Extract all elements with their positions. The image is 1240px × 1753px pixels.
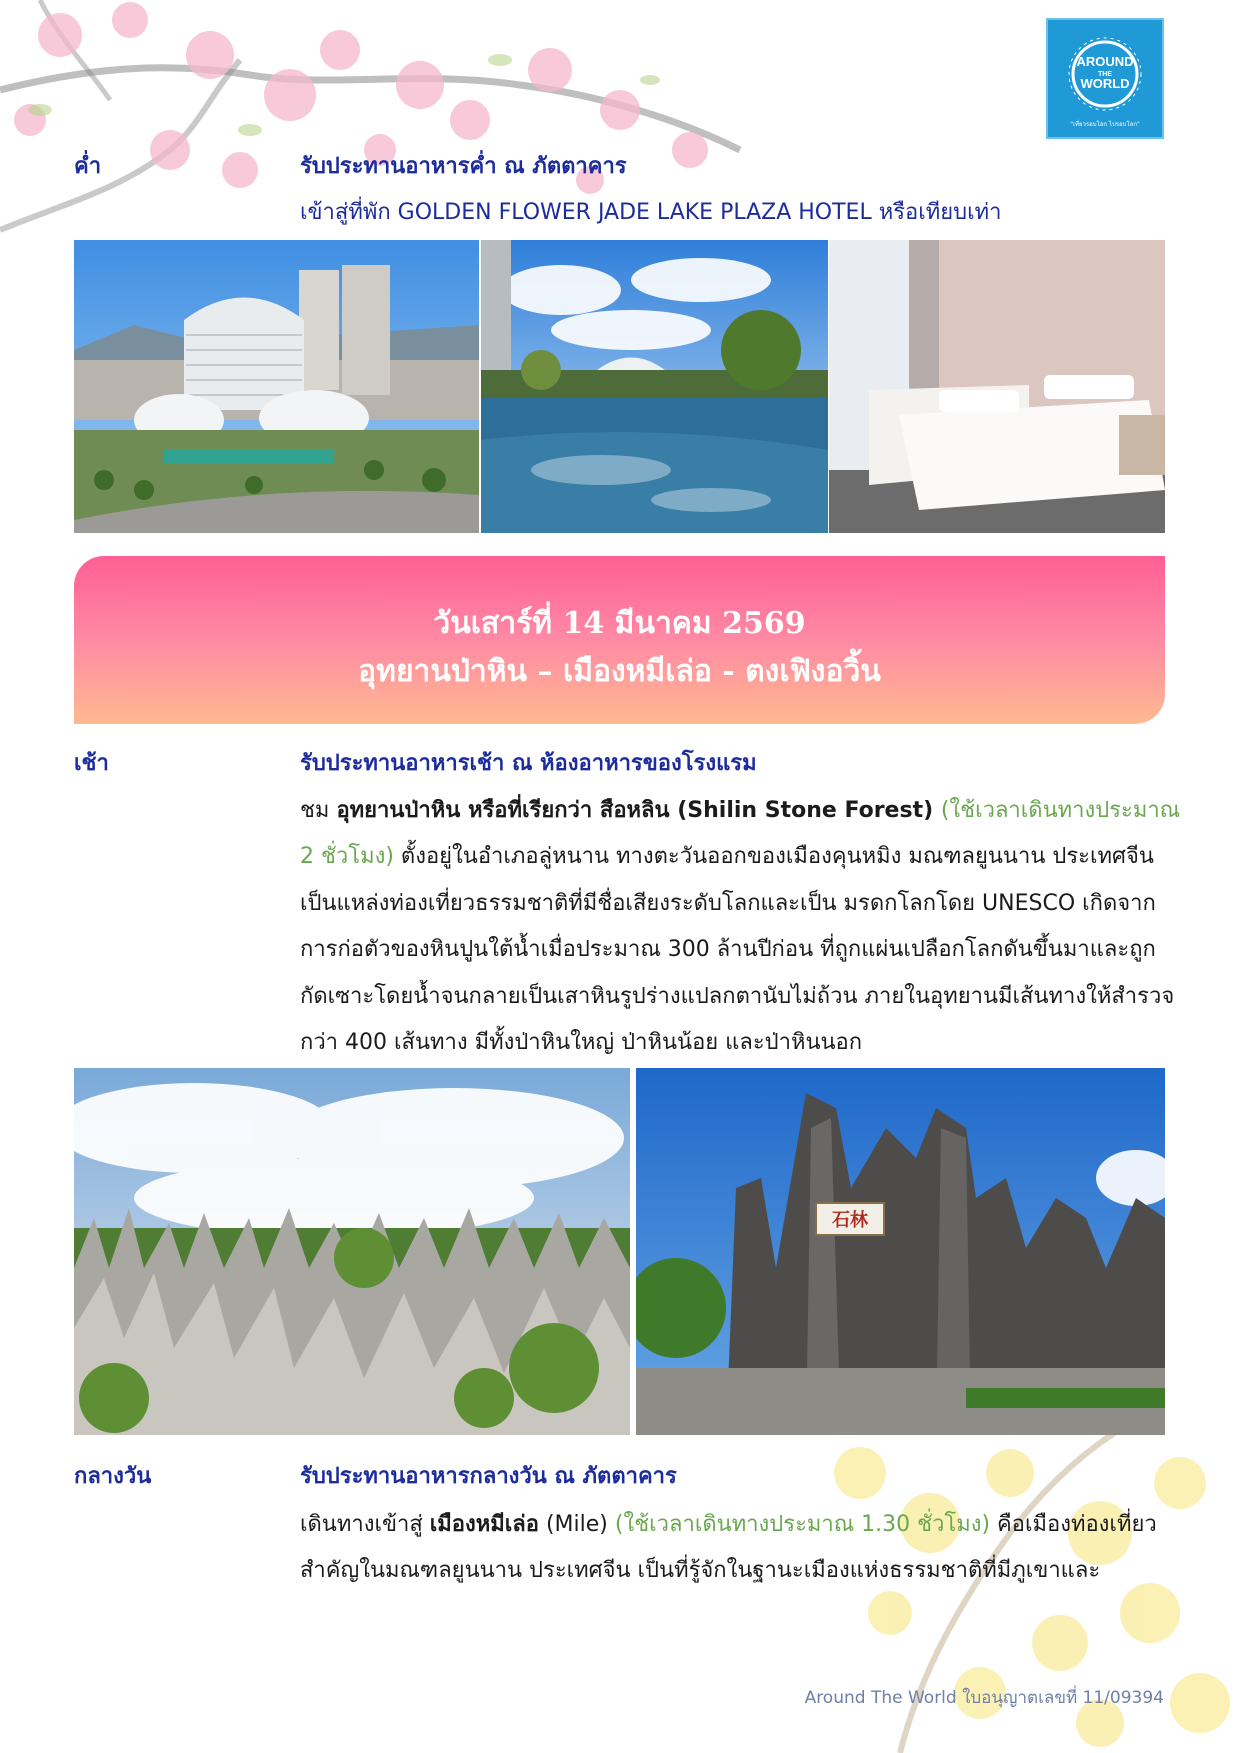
text-segment: ตั้งอยู่ในอำเภอลู่หนาน ทางตะวันออกของเมืองคุนหมิง มณฑลยูนนาน ประเทศจีน (393, 844, 1154, 869)
stone-forest-sign-text: 石林 (832, 1210, 868, 1231)
logo-line3: WORLD (1080, 76, 1130, 91)
mile-english-name: (Mile) (538, 1512, 615, 1537)
text-segment: คือเมืองท่องเที่ยว (990, 1512, 1157, 1537)
mile-city-name: เมืองหมีเล่อ (429, 1512, 539, 1537)
around-the-world-logo (1046, 18, 1164, 139)
dinner-meal: รับประทานอาหารค่ำ ณ ภัตตาคาร (300, 154, 627, 179)
hotel-checkin: เข้าสู่ที่พัก GOLDEN FLOWER JADE LAKE PLAZA HOTEL หรือเทียบเท่า (300, 200, 1002, 225)
mile-line-2: สำคัญในมณฑลยูนนาน ประเทศจีน เป็นที่รู้จักในฐานะเมืองแห่งธรรมชาติที่มีภูเขาและ (300, 1558, 1101, 1583)
lunch-label: กลางวัน (74, 1464, 152, 1489)
day-date: วันเสาร์ที่ 14 มีนาคม 2569 (433, 606, 806, 641)
travel-time-note: (ใช้เวลาเดินทางประมาณ (940, 798, 1181, 823)
logo-line1: AROUND (1076, 54, 1134, 69)
lunch-meal: รับประทานอาหารกลางวัน ณ ภัตตาคาร (300, 1464, 677, 1489)
logo-tagline: "เที่ยวรอบโลก ไปรอบโลก" (1070, 121, 1140, 128)
stone-forest-line-3: เป็นแหล่งท่องเที่ยวธรรมชาติที่มีชื่อเสียงระดับโลกและเป็น มรดกโลกโดย UNESCO เกิดจาก (300, 891, 1156, 916)
hotel-pool-photo (481, 240, 828, 533)
travel-time-note-end: 2 ชั่วโมง) (300, 844, 394, 869)
day-banner (74, 556, 1165, 724)
stone-forest-line-1 (300, 792, 1180, 827)
stone-forest-line-4: การก่อตัวของหินปูนใต้น้ำเมื่อประมาณ 300 ล้านปีก่อน ที่ถูกแผ่นเปลือกโลกดันขึ้นมาและถูก (300, 937, 1156, 962)
globe-icon (1048, 20, 1162, 137)
hotel-exterior-photo (74, 240, 479, 533)
stone-forest-entrance-photo (636, 1068, 1165, 1435)
mile-travel-time: (ใช้เวลาเดินทางประมาณ 1.30 ชั่วโมง) (614, 1512, 991, 1537)
day-route: อุทยานป่าหิน – เมืองหมีเล่อ - ตงเฟิงอวิ้น (358, 654, 881, 689)
text-segment: เดินทางเข้าสู่ (300, 1512, 430, 1537)
stone-forest-line-5: กัดเซาะโดยน้ำจนกลายเป็นเสาหินรูปร่างแปลกตานับไม่ถ้วน ภายในอุทยานมีเส้นทางให้สำรวจ (300, 984, 1175, 1009)
stone-forest-line-2 (300, 838, 1154, 873)
text-segment: ชม (300, 798, 337, 823)
stone-forest-landscape-photo (74, 1068, 630, 1435)
morning-label: เช้า (74, 751, 109, 776)
dinner-label: ค่ำ (74, 154, 102, 179)
stone-forest-name: อุทยานป่าหิน หรือที่เรียกว่า สือหลิน (336, 798, 670, 823)
stone-forest-english-name: (Shilin Stone Forest) (669, 798, 941, 823)
breakfast-meal: รับประทานอาหารเช้า ณ ห้องอาหารของโรงแรม (300, 751, 757, 776)
logo-line2: THE (1098, 71, 1112, 78)
stone-forest-line-6: กว่า 400 เส้นทาง มีทั้งป่าหินใหญ่ ป่าหินน้อย และป่าหินนอก (300, 1030, 863, 1055)
license-footer: Around The World ใบอนุญาตเลขที่ 11/09394 (804, 1688, 1164, 1708)
mile-line-1 (300, 1506, 1157, 1541)
hotel-room-photo (829, 240, 1165, 533)
